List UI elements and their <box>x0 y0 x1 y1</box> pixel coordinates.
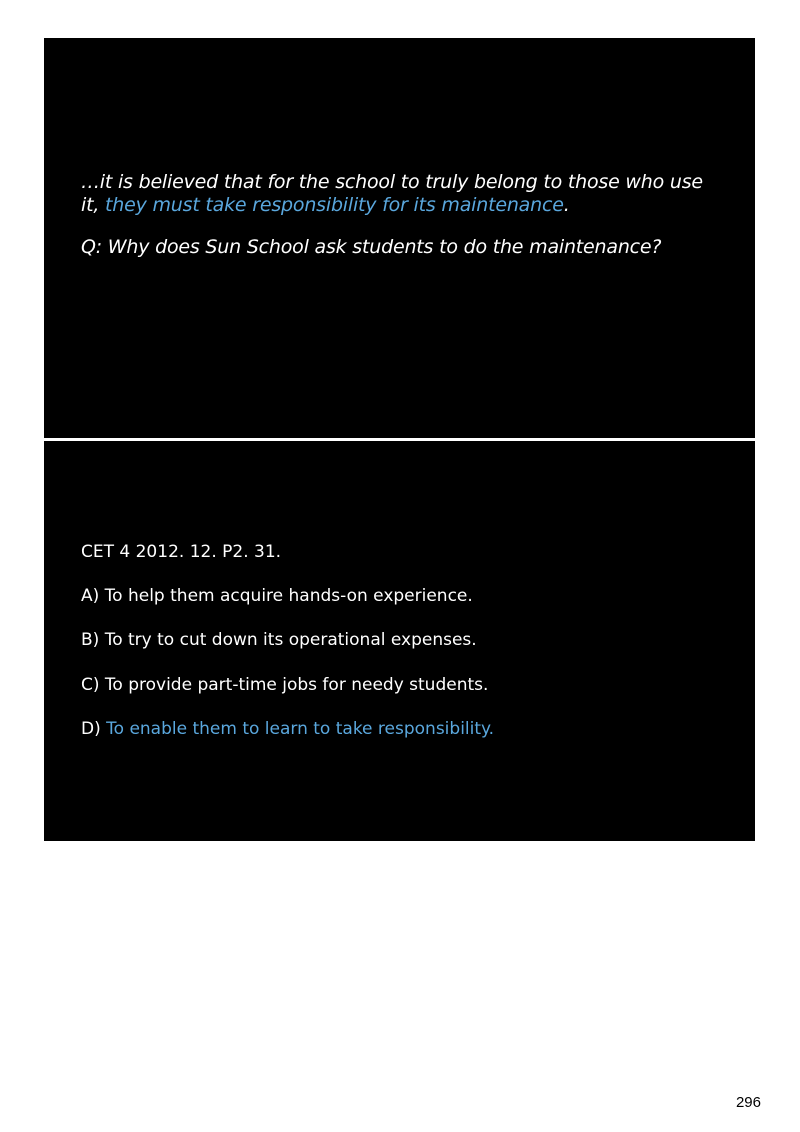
option-letter: B) <box>81 630 105 650</box>
option-d <box>81 718 721 740</box>
question-text: Q: Why does Sun School ask students to do the maintenance? <box>81 236 662 258</box>
option-text-correct: To enable them to learn to take responsibility. <box>106 719 495 739</box>
option-b <box>81 629 721 651</box>
exam-source: CET 4 2012. 12. P2. 31. <box>81 542 282 562</box>
option-c <box>81 674 721 696</box>
option-letter: C) <box>81 675 105 695</box>
slide-question <box>44 38 755 438</box>
option-text: To try to cut down its operational expenses. <box>104 630 477 650</box>
passage-quote <box>81 171 721 217</box>
quote-prefix: …it is believed that for the school to truly belong to those who use it, <box>81 171 703 216</box>
option-letter: D) <box>81 719 107 739</box>
page-number: 296 <box>735 1094 761 1111</box>
option-text: To provide part-time jobs for needy students. <box>104 675 489 695</box>
slide-answers <box>44 441 755 841</box>
option-text: To help them acquire hands-on experience. <box>104 586 473 606</box>
option-a <box>81 585 721 607</box>
quote-highlight: they must take responsibility for its maintenance <box>105 194 564 216</box>
quote-suffix: . <box>563 194 570 216</box>
option-letter: A) <box>81 586 105 606</box>
